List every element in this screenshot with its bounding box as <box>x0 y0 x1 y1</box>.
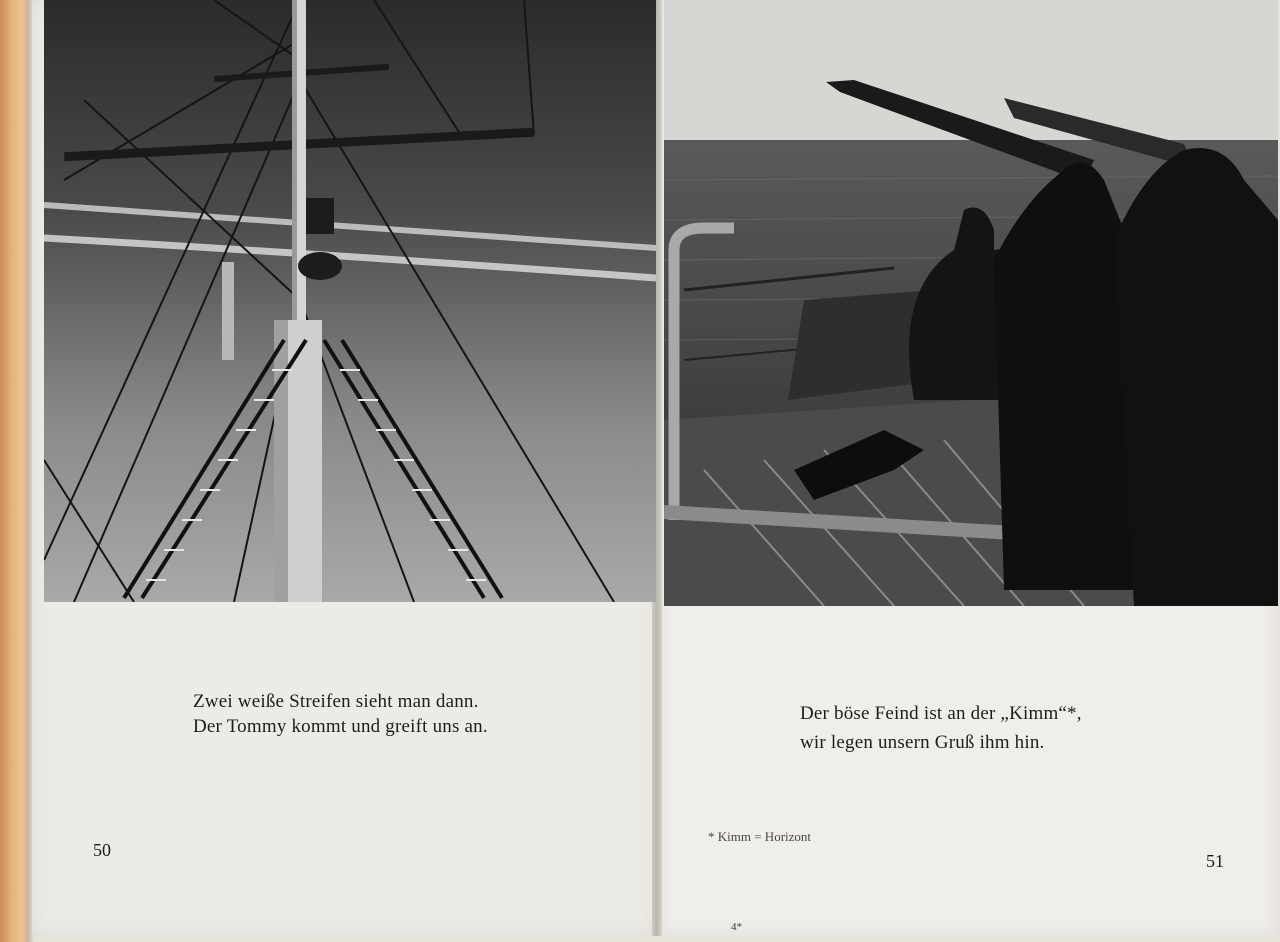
page-number-right: 51 <box>1206 851 1224 871</box>
verse-line: wir legen unsern Gruß ihm hin. <box>800 732 1045 753</box>
verse-line: Zwei weiße Streifen sieht man dann. <box>193 691 479 712</box>
page-number-left: 50 <box>93 840 111 860</box>
verse-line: Der Tommy kommt und greift uns an. <box>193 716 488 737</box>
signature-mark: 4* <box>731 921 742 933</box>
deck-gun-crew-photo <box>664 0 1278 606</box>
right-verse <box>800 699 1180 757</box>
left-verse <box>193 689 573 739</box>
verse-line: Der böse Feind ist an der „Kimm“*, <box>800 703 1082 724</box>
footnote: * Kimm = Horizont <box>708 829 812 844</box>
ship-mast-photo <box>44 0 656 602</box>
